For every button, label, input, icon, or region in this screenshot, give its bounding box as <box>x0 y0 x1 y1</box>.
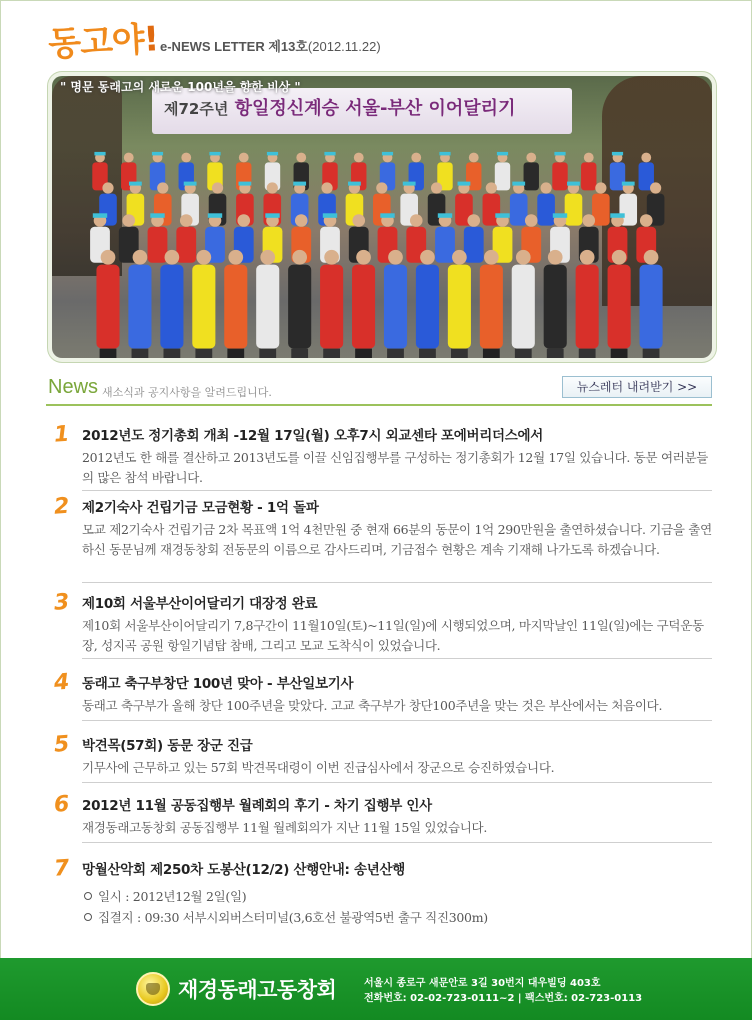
item-number: 3 <box>53 589 71 616</box>
crowd-person-head <box>324 250 339 265</box>
crowd-person-body <box>448 265 471 349</box>
crowd-person-head <box>580 250 595 265</box>
crowd-person-body <box>224 265 247 349</box>
crowd-person-cap <box>612 152 623 156</box>
crowd-person-legs <box>163 349 180 358</box>
crowd-person-legs <box>387 349 404 358</box>
group-crowd <box>72 124 702 358</box>
hike-schedule <box>82 886 712 928</box>
crowd-person-cap <box>129 182 142 186</box>
crowd-person-head <box>267 182 278 193</box>
crowd-person-head <box>124 153 134 163</box>
crowd-person-head <box>122 214 135 227</box>
newsletter-logo: 동고야! <box>47 19 160 65</box>
crowd-person-cap <box>265 213 279 218</box>
crowd-person-legs <box>515 349 532 358</box>
crowd-person-head <box>196 250 211 265</box>
crowd-person-body <box>495 162 510 190</box>
crowd-person-head <box>525 214 538 227</box>
item-title-link[interactable]: 망월산악회 제250차 도봉산(12/2) 산행안내: 송년산행 <box>82 862 405 878</box>
item-title-link[interactable]: 제10회 서울부산이어달리기 대장정 완료 <box>82 596 318 612</box>
crowd-person-body <box>581 162 596 190</box>
crowd-person-cap <box>323 213 337 218</box>
crowd-person-cap <box>512 182 525 186</box>
crowd-person-cap <box>622 182 635 186</box>
school-emblem-icon <box>136 972 170 1006</box>
crowd-person-head <box>452 250 467 265</box>
crowd-person-head <box>237 214 250 227</box>
crowd-person-legs <box>355 349 372 358</box>
crowd-person-head <box>228 250 243 265</box>
crowd-person-head <box>388 250 403 265</box>
crowd-person-head <box>582 214 595 227</box>
crowd-person-head <box>102 182 113 193</box>
crowd-person-head <box>356 250 371 265</box>
crowd-person-head <box>101 250 116 265</box>
crowd-person-cap <box>239 182 252 186</box>
footer <box>0 958 752 1020</box>
crowd-person-cap <box>554 152 565 156</box>
crowd-person-body <box>160 265 183 349</box>
crowd-person-head <box>420 250 435 265</box>
crowd-person-head <box>516 250 531 265</box>
crowd-person-body <box>552 162 567 190</box>
download-newsletter-button[interactable]: 뉴스레터 내려받기 >> <box>562 376 712 398</box>
crowd-person-body <box>537 194 555 226</box>
crowd-person-body <box>352 265 375 349</box>
crowd-person-legs <box>643 349 660 358</box>
crowd-person-head <box>181 153 191 163</box>
hero-photo <box>52 76 712 358</box>
crowd-person-body <box>608 265 631 349</box>
crowd-person-head <box>548 250 563 265</box>
crowd-person-cap <box>150 213 164 218</box>
crowd-person-head <box>469 153 479 163</box>
crowd-person-head <box>486 182 497 193</box>
item-body: 제10회 서울부산이어달리기 7,8구간이 11월10일(토)~11일(일)에 시행되었으며, 마지막날인 11일(일)에는 구덕운동장, 성지곡 공원 항일기념탑 참배, 그리고 모교 도착식이 있었습니다. <box>82 618 704 653</box>
crowd-person-legs <box>611 349 628 358</box>
item-number: 1 <box>53 421 71 448</box>
crowd-person-head <box>239 153 249 163</box>
footer-org-name: 재경동래고동창회 <box>178 978 337 1002</box>
item-title-link[interactable]: 제2기숙사 건립기금 모금현황 - 1억 돌파 <box>82 500 319 516</box>
item-number: 6 <box>53 791 71 818</box>
crowd-person-cap <box>553 213 567 218</box>
crowd-person-head <box>133 250 148 265</box>
crowd-person-cap <box>348 182 361 186</box>
crowd-person-body <box>148 227 168 263</box>
crowd-person-legs <box>195 349 212 358</box>
divider <box>82 490 712 491</box>
item-title-link[interactable]: 박견목(57회) 동문 장군 진급 <box>82 738 253 754</box>
crowd-person-head <box>354 153 364 163</box>
crowd-person-legs <box>132 349 149 358</box>
crowd-person-legs <box>483 349 500 358</box>
crowd-person-legs <box>547 349 564 358</box>
item-body: 기무사에 근무하고 있는 57회 박견목대령이 이번 진급심사에서 장군으로 승진하였습니다. <box>82 760 555 775</box>
schedule-date: 일시 : 2012년12월 2일(일) <box>82 886 712 907</box>
divider <box>82 782 712 783</box>
crowd-person-body <box>480 265 503 349</box>
crowd-person-head <box>641 153 651 163</box>
crowd-person-legs <box>419 349 436 358</box>
crowd-person-head <box>212 182 223 193</box>
crowd-person-head <box>540 182 551 193</box>
item-title-link[interactable]: 동래고 축구부창단 100년 맞아 - 부산일보기사 <box>82 676 354 692</box>
news-item-5 <box>54 732 712 784</box>
crowd-person-cap <box>438 213 452 218</box>
crowd-person-cap <box>324 152 335 156</box>
crowd-person-head <box>526 153 536 163</box>
crowd-person-body <box>576 265 599 349</box>
footer-phone: 전화번호: 02-02-723-0111~2 | 팩스번호: 02-723-0113 <box>364 993 643 1004</box>
crowd-person-head <box>484 250 499 265</box>
item-title-link[interactable]: 2012년도 정기총회 개최 -12월 17일(월) 오후7시 외교센타 포에버리더스에서 <box>82 428 543 444</box>
crowd-person-head <box>640 214 653 227</box>
news-item-7 <box>54 856 712 936</box>
news-subtitle: 새소식과 공지사항을 알려드립니다. <box>102 386 272 399</box>
footer-contact <box>364 976 642 1006</box>
crowd-person-head <box>644 250 659 265</box>
item-body: 동래고 축구부가 올해 창단 100주년을 맞았다. 고교 축구부가 창단100주년을 맞는 것은 부산에서는 처음이다. <box>82 698 663 713</box>
crowd-person-cap <box>184 182 197 186</box>
crowd-person-cap <box>94 152 105 156</box>
crowd-person-cap <box>458 182 471 186</box>
crowd-person-head <box>411 153 421 163</box>
crowd-person-head <box>612 250 627 265</box>
crowd-person-legs <box>323 349 340 358</box>
crowd-person-body <box>176 227 196 263</box>
item-number: 5 <box>53 731 71 758</box>
crowd-person-head <box>376 182 387 193</box>
crowd-person-cap <box>610 213 624 218</box>
crowd-person-cap <box>567 182 580 186</box>
crowd-person-body <box>544 265 567 349</box>
crowd-person-body <box>320 265 343 349</box>
crowd-person-body <box>464 227 484 263</box>
crowd-person-body <box>565 194 583 226</box>
crowd-person-body <box>512 265 535 349</box>
divider <box>82 582 712 583</box>
crowd-person-cap <box>497 152 508 156</box>
crowd-person-body <box>435 227 455 263</box>
crowd-person-legs <box>291 349 308 358</box>
issue-label: e-NEWS LETTER 제13호(2012.11.22) <box>160 39 381 54</box>
crowd-person-body <box>610 162 625 190</box>
crowd-person-head <box>296 153 306 163</box>
crowd-person-body <box>510 194 528 226</box>
crowd-person-cap <box>293 182 306 186</box>
crowd-person-head <box>650 182 661 193</box>
crowd-person-cap <box>267 152 278 156</box>
crowd-person-cap <box>152 152 163 156</box>
crowd-person-cap <box>403 182 416 186</box>
event-banner-text: 제72주년 항일정신계승 서울-부산 이어달리기 <box>164 98 516 119</box>
crowd-person-head <box>467 214 480 227</box>
item-body: 2012년도 한 해를 결산하고 2013년도를 이끌 신임집행부를 구성하는 정기총회가 12월 17일 있습니다. 동문 여러분들의 많은 참석 바랍니다. <box>82 450 709 485</box>
crowd-person-head <box>321 182 332 193</box>
news-title: News <box>48 376 99 398</box>
crowd-person-head <box>595 182 606 193</box>
news-item-3 <box>54 590 712 660</box>
crowd-person-body <box>128 265 151 349</box>
schedule-meeting-point: 집결지 : 09:30 서부시외버스터미널(3,6호선 불광역5번 출구 직진300m) <box>82 907 712 928</box>
crowd-person-body <box>524 162 539 190</box>
item-body: 모교 제2기숙사 건립기금 2차 목표액 1억 4천만원 중 현재 66분의 동문이 1억 290만원을 출연하셨습니다. 기금을 출연하신 동문님께 재경동창회 전동문의 이름으로 감사드리며, 기금접수 현황은 계속 기재해 나가도록 하겠습니다. <box>82 522 712 557</box>
crowd-person-cap <box>93 213 107 218</box>
crowd-person-cap <box>439 152 450 156</box>
crowd-person-cap <box>495 213 509 218</box>
item-title-link[interactable]: 2012년 11월 공동집행부 월례회의 후기 - 차기 집행부 인사 <box>82 798 432 814</box>
crowd-person-head <box>295 214 308 227</box>
crowd-person-legs <box>100 349 117 358</box>
divider <box>82 720 712 721</box>
crowd-person-body <box>256 265 279 349</box>
crowd-person-head <box>584 153 594 163</box>
crowd-person-cap <box>208 213 222 218</box>
news-item-4 <box>54 670 712 722</box>
item-number: 7 <box>53 855 71 882</box>
crowd-person-head <box>410 214 423 227</box>
crowd-person-legs <box>579 349 596 358</box>
crowd-person-head <box>292 250 307 265</box>
item-number: 2 <box>53 493 71 520</box>
crowd-person-head <box>165 250 180 265</box>
photo-slogan: " 명문 동래고의 새로운 100년을 향한 비상 " <box>60 80 301 94</box>
item-number: 4 <box>53 669 71 696</box>
item-body: 재경동래고동창회 공동집행부 11월 월례회의가 지난 11월 15일 있었습니다. <box>82 820 488 835</box>
crowd-person-head <box>431 182 442 193</box>
news-item-1 <box>54 422 712 492</box>
news-item-2 <box>54 494 712 584</box>
crowd-person-legs <box>451 349 468 358</box>
crowd-person-body <box>640 265 663 349</box>
crowd-person-head <box>157 182 168 193</box>
crowd-person-body <box>384 265 407 349</box>
crowd-person-body <box>288 265 311 349</box>
crowd-person-body <box>96 265 119 349</box>
crowd-person-legs <box>227 349 244 358</box>
footer-address: 서울시 종로구 새문안로 3길 30번지 대우빌딩 403호 <box>364 978 601 989</box>
crowd-person-head <box>352 214 365 227</box>
crowd-person-body <box>416 265 439 349</box>
news-header <box>46 374 712 406</box>
crowd-person-body <box>192 265 215 349</box>
crowd-person-cap <box>382 152 393 156</box>
divider <box>82 658 712 659</box>
divider <box>82 842 712 843</box>
crowd-person-cap <box>209 152 220 156</box>
crowd-person-legs <box>259 349 276 358</box>
news-item-6 <box>54 792 712 844</box>
crowd-person-head <box>180 214 193 227</box>
crowd-person-cap <box>380 213 394 218</box>
crowd-person-head <box>260 250 275 265</box>
issue-date: (2012.11.22) <box>307 39 381 54</box>
